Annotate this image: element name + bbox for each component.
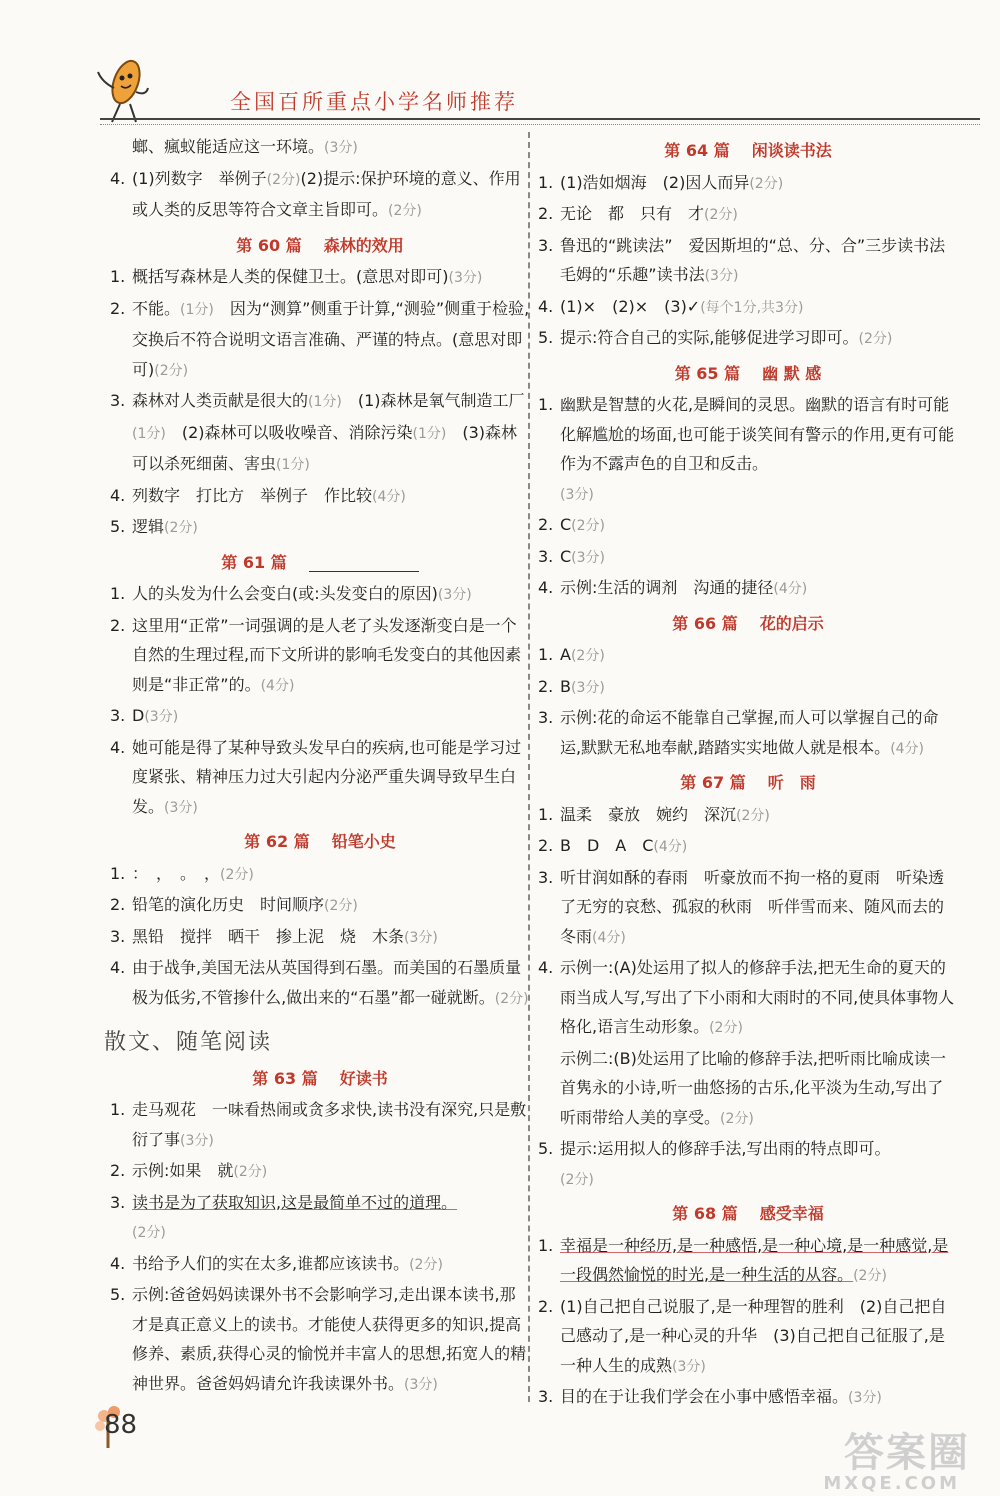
right-column	[538, 132, 962, 1414]
title-blank	[309, 555, 419, 572]
answer-item: 3. 示例:花的命运不能靠自己掌握,而人可以掌握自己的命运,默默无私地奉献,踏踏实实地做人就是根本。(4分)	[538, 708, 939, 757]
answer-item: 1. 走马观花 一味看热闹或贪多求快,读书没有深究,只是敷衍了事(3分)	[110, 1100, 527, 1149]
answer-item: 1. 概括写森林是人类的保健卫士。(意思对即可)(3分)	[110, 267, 483, 286]
answer-item: 4. (1)× (2)× (3)✓(每个1分,共3分)	[538, 296, 804, 316]
answer-item: 2. 不能。(1分) 因为“测算”侧重于计算,“测验”侧重于检验,交换后不符合说明文语言准确、严谨的特点。(意思对即可)(2分)	[110, 298, 530, 379]
section-heading-61: 第 61 篇	[110, 548, 530, 578]
section-heading-68: 第 68 篇 感受幸福	[672, 1204, 824, 1223]
answer-item: 1. 人的头发为什么会变白(或:头发变白的原因)(3分)	[110, 584, 472, 603]
answer-item: 5. 逻辑(2分)	[110, 517, 198, 536]
answer-item: 3. 读书是为了获取知识,这是最简单不过的道理。 (2分)	[110, 1192, 458, 1241]
answer-item: 4. 示例一:(A)处运用了拟人的修辞手法,把无生命的夏天的雨当成人写,写出了下小雨和大雨时的不同,使具体事物人格化,语言生动形象。(2分)	[538, 958, 955, 1036]
section-heading-67: 第 67 篇 听 雨	[680, 773, 816, 792]
header-title: 全国百所重点小学名师推荐	[230, 90, 518, 114]
answer-item: 3. C(3分)	[538, 546, 606, 566]
answer-item: 4. 列数字 打比方 举例子 作比较(4分)	[110, 485, 406, 505]
answer-item: 3. 黑铅 搅拌 晒干 掺上泥 烧 木条(3分)	[110, 926, 438, 946]
watermark-url: MXQE.COM	[823, 1473, 960, 1494]
answer-item: 1. 温柔 豪放 婉约 深沉(2分)	[538, 804, 770, 824]
answer-item: 4. (1)列数字 举例子(2分)(2)提示:保护环境的意义、作用或人类的反思等符合文章主旨即可。(2分)	[110, 168, 521, 219]
answer-item: 3. 目的在于让我们学会在小事中感悟幸福。(3分)	[538, 1387, 882, 1406]
answer-item: 4. 示例:生活的调剂 沟通的捷径(4分)	[538, 578, 808, 597]
answer-example-2: 示例二:(B)处运用了比喻的修辞手法,把听雨比喻成读一首隽永的小诗,听一曲悠扬的古乐,化平淡为生动,写出了听雨带给人美的享受。(2分)	[560, 1048, 946, 1127]
section-heading-65: 第 65 篇 幽 默 感	[674, 363, 822, 383]
answer-item: 4. 书给予人们的实在太多,谁都应该读书。(2分)	[110, 1253, 443, 1273]
section-heading-60: 第 60 篇 森林的效用	[236, 235, 404, 255]
genre-heading: 散文、随笔阅读	[104, 1030, 273, 1055]
answer-item: 2. C(2分)	[538, 515, 606, 534]
answer-item: 4. 她可能是得了某种导致头发早白的疾病,也可能是学习过度紧张、精神压力过大引起内分泌严重失调导致早生白发。(3分)	[110, 737, 522, 816]
answer-item: 2. 无论 都 只有 才(2分)	[538, 204, 738, 223]
answer-item: 1. 幸福是一种经历,是一种感悟,是一种心境,是一种感觉,是一段偶然愉悦的时光,是一种生活的从容。(2分)	[538, 1235, 949, 1284]
answer-item: 5. 示例:爸爸妈妈读课外书不会影响学习,走出课本读书,那才是真正意义上的读书。才能使人获得更多的知识,提高修养、素质,获得心灵的愉悦并丰富人的思想,拓宽人的精神世界。爸爸妈妈请允许我读课外书。(3分)	[110, 1285, 527, 1393]
page-number: 88	[104, 1410, 138, 1440]
answer-item: 2. (1)自己把自己说服了,是一种理智的胜利 (2)自己把自己感动了,是一种心灵的升华 (3)自己把自己征服了,是一种人生的成熟(3分)	[538, 1296, 947, 1375]
answer-item: 5. 提示:运用拟人的修辞手法,写出雨的特点即可。 (2分)	[538, 1139, 891, 1188]
continued-line: 螂、瘋蚁能适应这一环境。(3分)	[132, 137, 358, 156]
answer-item: 2. 示例:如果 就(2分)	[110, 1161, 268, 1180]
answer-item: 3. 鲁迅的“跳读法” 爱因斯坦的“总、分、合”三步读书法 毛姆的“乐趣”读书法(3分)	[538, 235, 962, 284]
answer-item: 2. 这里用“正常”一词强调的是人老了头发逐渐变白是一个自然的生理过程,而下文所讲的影响毛发变白的其他因素则是“非正常”的。(4分)	[110, 615, 522, 694]
answer-item: 1. ： ， 。 ，(2分)	[110, 863, 254, 883]
header-rule	[100, 118, 980, 120]
answer-item: 1. A(2分)	[538, 645, 605, 664]
answer-item: 3. D(3分)	[110, 706, 179, 725]
answer-item: 2. B D A C(4分)	[538, 836, 688, 855]
section-heading-66: 第 66 篇 花的启示	[672, 613, 824, 633]
watermark-logo: 答案圈	[844, 1430, 970, 1476]
header-rule-dotted	[100, 124, 980, 125]
section-heading-64: 第 64 篇 闲谈读书法	[664, 141, 832, 160]
answer-item: 1. 幽默是智慧的火花,是瞬间的灵思。幽默的语言有时可能化解尴尬的场面,也可能于谈笑间有警示的作用,更有可能作为不露声色的自卫和反击。 (3分)	[538, 395, 955, 503]
answer-item: 1. (1)浩如烟海 (2)因人而异(2分)	[538, 172, 784, 192]
answer-item: 3. 听甘润如酥的春雨 听豪放而不拘一格的夏雨 听染透了无穷的哀愁、孤寂的秋雨 听伴雪而来、随风而去的冬雨(4分)	[538, 867, 945, 946]
answer-item: 2. B(3分)	[538, 676, 605, 696]
section-heading-63: 第 63 篇 好读书	[252, 1068, 388, 1088]
section-heading-62: 第 62 篇 铅笔小史	[244, 832, 396, 851]
answer-item: 5. 提示:符合自己的实际,能够促进学习即可。(2分)	[538, 328, 893, 347]
left-column	[104, 132, 530, 1400]
answer-item: 4. 由于战争,美国无法从英国得到石墨。而美国的石墨质量极为低劣,不管掺什么,做出来的“石墨”都一碰就断。(2分)	[110, 958, 529, 1007]
answer-item: 3. 森林对人类贡献是很大的(1分) (1)森林是氧气制造工厂(1分) (2)森林可以吸收噪音、消除污染(1分) (3)森林可以杀死细菌、害虫(1分)	[110, 391, 525, 473]
page-header	[0, 0, 1000, 130]
answer-item: 2. 铅笔的演化历史 时间顺序(2分)	[110, 895, 358, 914]
mascot-icon	[92, 52, 152, 124]
